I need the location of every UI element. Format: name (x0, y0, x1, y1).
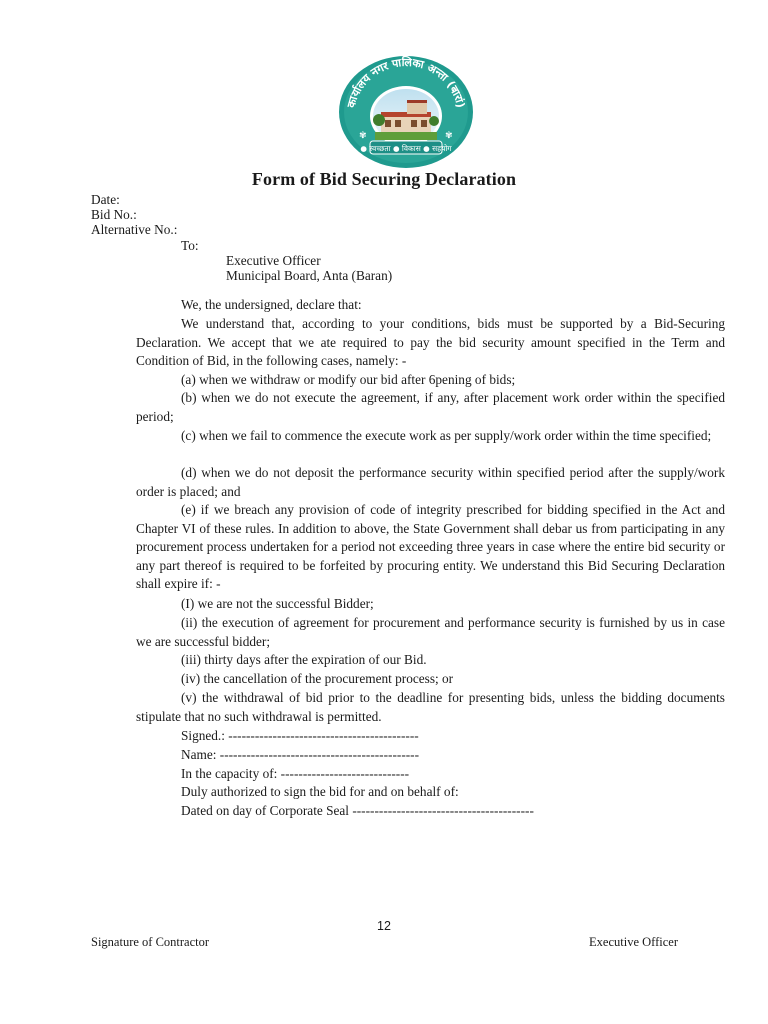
svg-text:✾: ✾ (359, 131, 367, 141)
page-title: Form of Bid Securing Declaration (251, 169, 517, 189)
municipal-board-logo (337, 54, 475, 170)
page-number: 12 (377, 919, 391, 933)
expiry-condition-2: (ii) the execution of agreement for procurement and performance security is furnished by us in case we are successful bidder; (136, 615, 725, 649)
declaration-intro: We, the undersigned, declare that: (181, 297, 362, 312)
svg-text:✾: ✾ (445, 131, 453, 141)
logo-arc-text: कार्यालय नगर पालिका अन्ता (बारां) (344, 55, 468, 110)
paragraph-understanding: We understand that, according to your conditions, bids must be supported by a Bid-Securing Declaration. We accept that we ate required to pay the bid security amount specified in the Term and Condition of Bid, in the following cases, namely: - (136, 316, 725, 368)
case-a: (a) when we withdraw or modify our bid after 6pening of bids; (181, 372, 516, 387)
case-b: (b) when we do not execute the agreement, if any, after placement work order within the specified period; (136, 390, 725, 424)
expiry-condition-4: (iv) the cancellation of the procurement process; or (181, 671, 454, 686)
date-label: Date: (91, 192, 120, 207)
recipient-organization: Municipal Board, Anta (Baran) (226, 268, 393, 283)
bid-no-label: Bid No.: (91, 207, 137, 222)
footer-contractor-signature: Signature of Contractor (91, 935, 210, 949)
authorization-line: Duly authorized to sign the bid for and on behalf of: (181, 784, 459, 799)
footer-executive-officer: Executive Officer (589, 935, 678, 949)
expiry-condition-5: (v) the withdrawal of bid prior to the deadline for presenting bids, unless the bidding documents stipulate that no such withdrawal is permitted. (136, 690, 725, 724)
case-d: (d) when we do not deposit the performance security within specified period after the supply/work order is placed; and (136, 465, 725, 499)
recipient-title: Executive Officer (226, 253, 321, 268)
case-c: (c) when we fail to commence the execute work as per supply/work order within the time specified; (181, 428, 712, 443)
name-field: Name: --------------------------------------------- (181, 747, 420, 762)
signed-field: Signed.: ------------------------------------------- (181, 728, 419, 743)
dated-field: Dated on day of Corporate Seal ----------------------------------------- (181, 803, 534, 818)
logo-ribbon-text: ● स्वच्छता ● विकास ● सहयोग (360, 144, 452, 153)
capacity-field: In the capacity of: ----------------------------- (181, 766, 410, 781)
expiry-condition-3: (iii) thirty days after the expiration of our Bid. (181, 652, 427, 667)
alternative-no-label: Alternative No.: (91, 222, 178, 237)
to-label: To: (181, 238, 199, 253)
case-e: (e) if we breach any provision of code of integrity prescribed for bidding specified in the Act and Chapter VI of these rules. In addition to above, the State Government shall debar us from participating in any procurement process undertaken for a period not exceeding three years in case where the entire bid security or any part thereof is required to be forfeited by procuring entity. We understand this Bid Securing Declaration shall expire if: - (136, 502, 725, 591)
expiry-condition-1: (I) we are not the successful Bidder; (181, 596, 374, 611)
